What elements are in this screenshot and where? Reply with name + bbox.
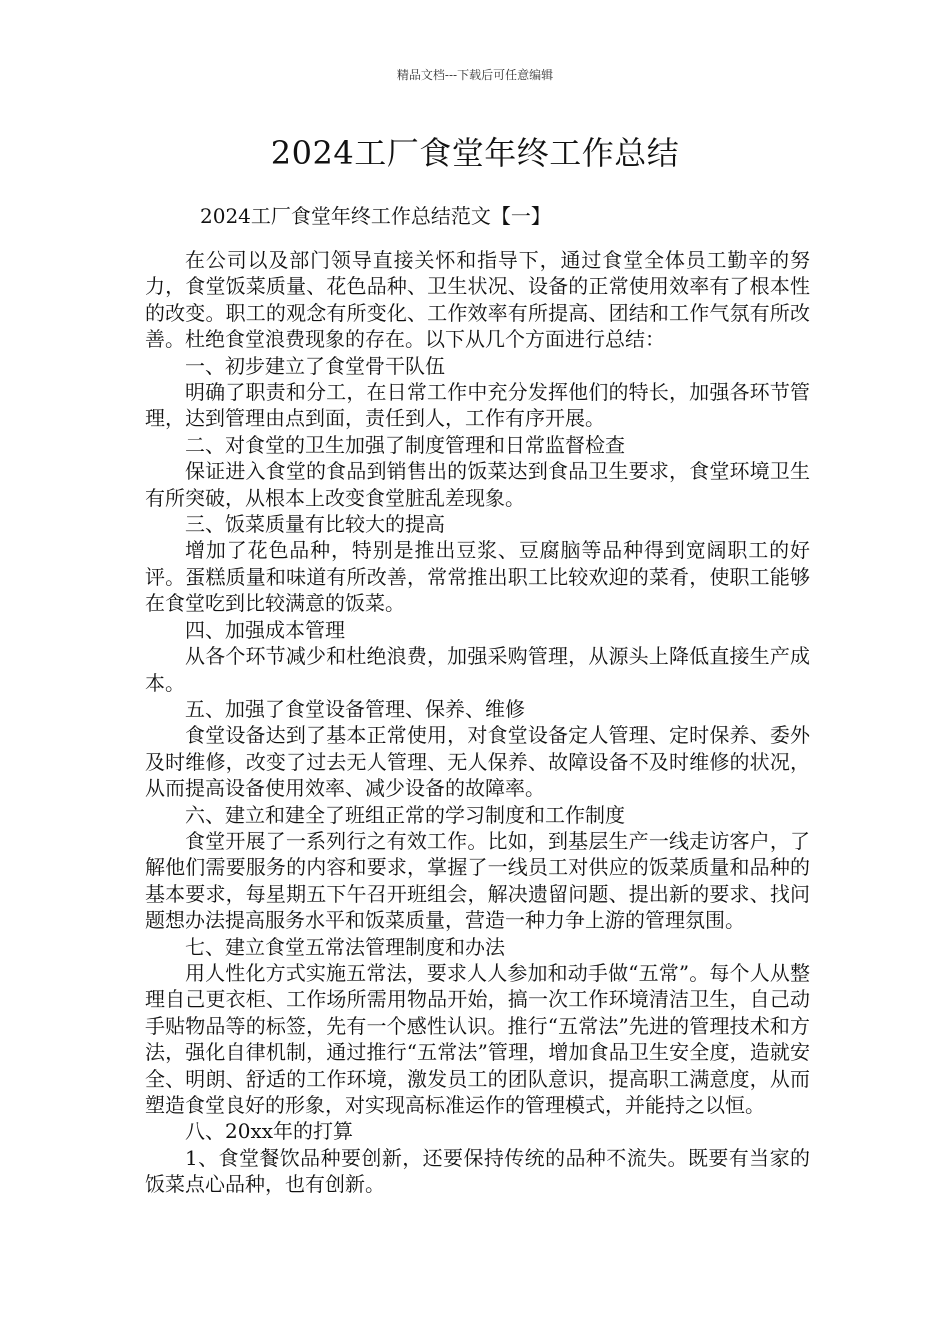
section-heading-4: 四、加强成本管理	[185, 617, 345, 642]
section-heading-6: 六、建立和建全了班组正常的学习制度和工作制度	[185, 802, 625, 827]
paragraph-2: 保证进入食堂的食品到销售出的饭菜达到食品卫生要求，食堂环境卫生有所突破，从根本上改变食堂脏乱差现象。	[145, 459, 810, 510]
section-heading-3: 三、饭菜质量有比较大的提高	[185, 512, 445, 537]
document-subtitle: 2024工厂食堂年终工作总结范文【一】	[200, 204, 551, 228]
paragraph-6: 食堂开展了一系列行之有效工作。比如，到基层生产一线走访客户，了解他们需要服务的内容和要求，掌握了一线员工对供应的饭菜质量和品种的基本要求，每星期五下午召开班组会，解决遗留问题、提出新的要求、找问题想办法提高服务水平和饭菜质量，营造一种力争上游的管理氛围。	[145, 828, 810, 933]
paragraph-1: 明确了职责和分工，在日常工作中充分发挥他们的特长，加强各环节管理，达到管理由点到面，责任到人，工作有序开展。	[145, 380, 810, 431]
document-body	[145, 247, 810, 1198]
header-note: 精品文档---下载后可任意编辑	[396, 68, 554, 82]
section-heading-8: 八、20xx年的打算	[185, 1119, 354, 1144]
section-heading-1: 一、初步建立了食堂骨干队伍	[185, 353, 445, 378]
paragraph-5: 食堂设备达到了基本正常使用，对食堂设备定人管理、定时保养、委外及时维修，改变了过去无人管理、无人保养、故障设备不及时维修的状况，从而提高设备使用效率、减少设备的故障率。	[145, 723, 810, 801]
paragraph-intro: 在公司以及部门领导直接关怀和指导下，通过食堂全体员工勤辛的努力，食堂饭菜质量、花色品种、卫生状况、设备的正常使用效率有了根本性的改变。职工的观念有所变化、工作效率有所提高、团结和工作气氛有所改善。杜绝食堂浪费现象的存在。以下从几个方面进行总结：	[145, 248, 810, 352]
paragraph-8: 1、食堂餐饮品种要创新，还要保持传统的品种不流失。既要有当家的饭菜点心品种，也有创新。	[145, 1145, 810, 1197]
paragraph-7: 用人性化方式实施五常法，要求人人参加和动手做“五常”。每个人从整理自己更衣柜、工作场所需用物品开始，搞一次工作环境清洁卫生，自己动手贴物品等的标签，先有一个感性认识。推行“五常法”先进的管理技术和方法，强化自律机制，通过推行“五常法”管理，增加食品卫生安全度，造就安全、明朗、舒适的工作环境，激发员工的团队意识，提高职工满意度，从而塑造食堂良好的形象，对实现高标准运作的管理模式，并能持之以恒。	[145, 960, 810, 1117]
paragraph-3: 增加了花色品种，特别是推出豆浆、豆腐脑等品种得到宽阔职工的好评。蛋糕质量和味道有所改善，常常推出职工比较欢迎的菜肴，使职工能够在食堂吃到比较满意的饭菜。	[145, 538, 810, 616]
section-heading-2: 二、对食堂的卫生加强了制度管理和日常监督检查	[185, 432, 625, 457]
document-title: 2024工厂食堂年终工作总结	[270, 134, 680, 172]
section-heading-7: 七、建立食堂五常法管理制度和办法	[185, 934, 505, 959]
paragraph-4: 从各个环节减少和杜绝浪费，加强采购管理，从源头上降低直接生产成本。	[145, 644, 810, 695]
section-heading-5: 五、加强了食堂设备管理、保养、维修	[185, 696, 525, 721]
